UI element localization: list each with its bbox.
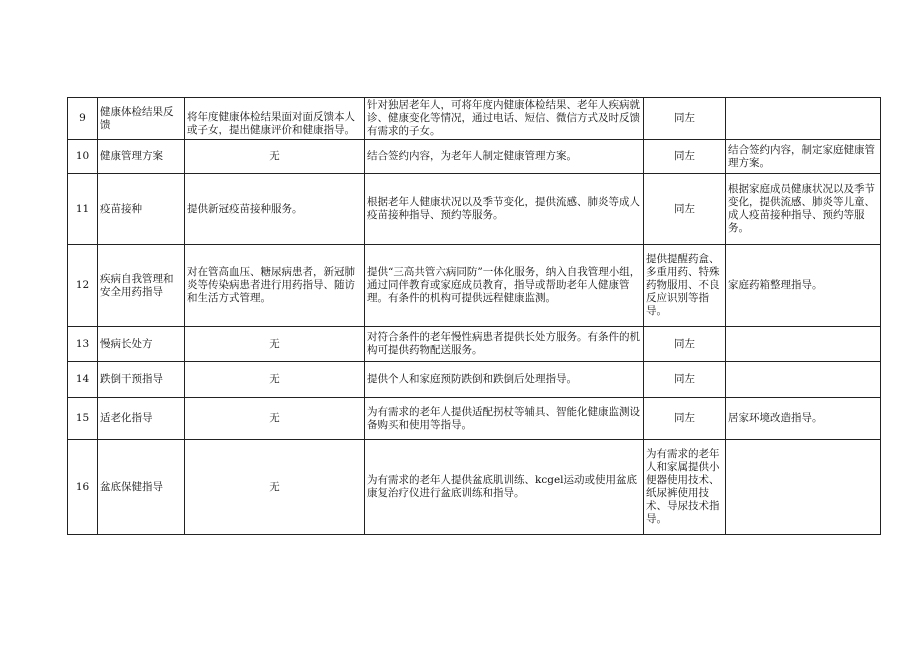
- basic-service: 将年度健康体检结果面对面反馈本人或子女，提出健康评价和健康指导。: [185, 98, 365, 140]
- table-row: [68, 140, 881, 174]
- family-service: 居家环境改造指导。: [726, 398, 881, 440]
- service-table: [67, 97, 881, 535]
- personalized-service: 同左: [644, 98, 726, 140]
- family-service: 根据家庭成员健康状况以及季节变化，提供流感、肺炎等儿童、成人疫苗接种指导、预约等服务。: [726, 174, 881, 245]
- service-item: 疾病自我管理和安全用药指导: [98, 245, 185, 327]
- service-item: 盆底保健指导: [98, 440, 185, 535]
- table-row: [68, 245, 881, 327]
- table-row: [68, 440, 881, 535]
- enhanced-service: 为有需求的老年人提供适配拐杖等辅具、智能化健康监测设备购买和使用等指导。: [365, 398, 644, 440]
- basic-service: 无: [185, 398, 365, 440]
- row-number: 12: [68, 245, 98, 327]
- personalized-service: 同左: [644, 362, 726, 398]
- enhanced-service: 结合签约内容，为老年人制定健康管理方案。: [365, 140, 644, 174]
- enhanced-service: 针对独居老年人，可将年度内健康体检结果、老年人疾病就诊、健康变化等情况，通过电话、短信、微信方式及时反馈有需求的子女。: [365, 98, 644, 140]
- table-row: [68, 362, 881, 398]
- family-service: 家庭药箱整理指导。: [726, 245, 881, 327]
- service-item: 慢病长处方: [98, 327, 185, 362]
- enhanced-service: 提供“三高共管六病同防”一体化服务，纳入自我管理小组，通过同伴教育或家庭成员教育，指导或帮助老年人健康管理。有条件的机构可提供远程健康监测。: [365, 245, 644, 327]
- personalized-service: 同左: [644, 140, 726, 174]
- personalized-service: 同左: [644, 398, 726, 440]
- row-number: 14: [68, 362, 98, 398]
- personalized-service: 同左: [644, 174, 726, 245]
- personalized-service: 提供提醒药盒、多重用药、特殊药物服用、不良反应识别等指导。: [644, 245, 726, 327]
- enhanced-service: 为有需求的老年人提供盆底肌训练、kcgel运动或使用盆底康复治疗仪进行盆底训练和指导。: [365, 440, 644, 535]
- basic-service: 对在管高血压、糖尿病患者，新冠肺炎等传染病患者进行用药指导、随访和生活方式管理。: [185, 245, 365, 327]
- personalized-service: 为有需求的老年人和家属提供小便器使用技术、纸尿裤使用技术、导尿技术指导。: [644, 440, 726, 535]
- enhanced-service: 根据老年人健康状况以及季节变化，提供流感、肺炎等成人疫苗接种指导、预约等服务。: [365, 174, 644, 245]
- table-row: [68, 174, 881, 245]
- basic-service: 无: [185, 362, 365, 398]
- service-item: 健康管理方案: [98, 140, 185, 174]
- family-service: [726, 362, 881, 398]
- basic-service: 无: [185, 327, 365, 362]
- family-service: [726, 327, 881, 362]
- table-row: [68, 327, 881, 362]
- row-number: 15: [68, 398, 98, 440]
- row-number: 9: [68, 98, 98, 140]
- table-row: [68, 98, 881, 140]
- service-item: 跌倒干预指导: [98, 362, 185, 398]
- family-service: [726, 98, 881, 140]
- row-number: 10: [68, 140, 98, 174]
- basic-service: 提供新冠疫苗接种服务。: [185, 174, 365, 245]
- basic-service: 无: [185, 440, 365, 535]
- service-item: 疫苗接种: [98, 174, 185, 245]
- table-row: [68, 398, 881, 440]
- family-service: [726, 440, 881, 535]
- basic-service: 无: [185, 140, 365, 174]
- row-number: 16: [68, 440, 98, 535]
- enhanced-service: 对符合条件的老年慢性病患者提供长处方服务。有条件的机构可提供药物配送服务。: [365, 327, 644, 362]
- row-number: 11: [68, 174, 98, 245]
- enhanced-service: 提供个人和家庭预防跌倒和跌倒后处理指导。: [365, 362, 644, 398]
- service-item: 适老化指导: [98, 398, 185, 440]
- service-item: 健康体检结果反馈: [98, 98, 185, 140]
- family-service: 结合签约内容，制定家庭健康管理方案。: [726, 140, 881, 174]
- row-number: 13: [68, 327, 98, 362]
- personalized-service: 同左: [644, 327, 726, 362]
